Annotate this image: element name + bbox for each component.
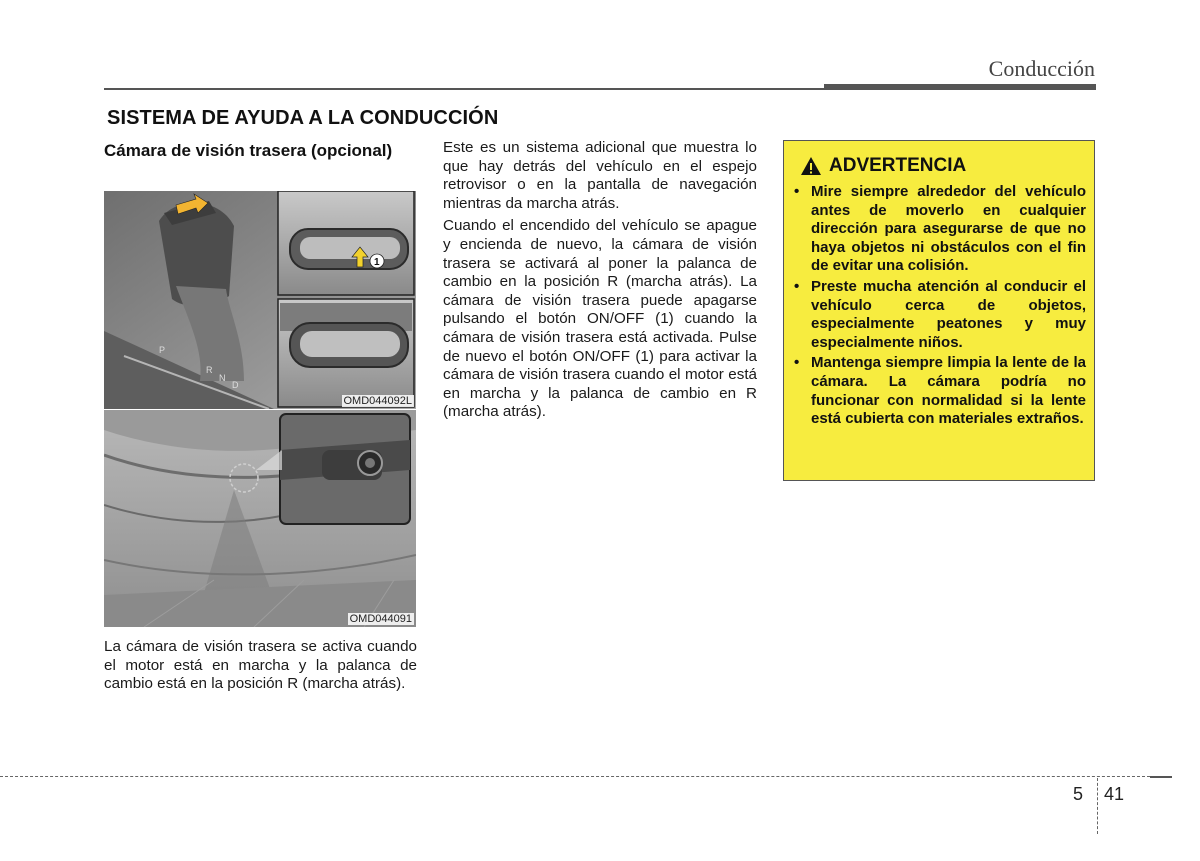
gear-letter-d: D [232,380,239,390]
footer-divider [1097,778,1098,834]
shifter-drawing [104,191,416,409]
warning-item [792,183,1086,276]
warning-item-text: Preste mucha atención al conducir el vehículo cerca de objetos, especialmente peatones y muy especialmente niños. [811,277,1086,351]
footer-rule-end [1150,776,1172,778]
header-bar [824,84,1096,90]
footer-rule [0,776,1150,777]
warning-list [792,183,1086,431]
gear-letter-n: N [219,373,226,383]
paragraph: Este es un sistema adicional que muestra lo que hay detrás del vehículo en el espejo retrovisor o en la pantalla de navegación mientras da marcha atrás. [443,139,757,212]
subsection-heading: Cámara de visión trasera (opcional) [104,141,393,160]
warning-title: ADVERTENCIA [829,155,967,176]
figure-code: OMD044091 [349,613,412,625]
page-title: SISTEMA DE AYUDA A LA CONDUCCIÓN [107,107,499,129]
warning-item [792,278,1086,352]
chapter-number: 5 [1073,784,1084,804]
description-text [443,139,757,426]
gear-letter-r: R [206,365,213,375]
warning-header [800,155,966,177]
warning-box [783,140,1095,481]
page-number: 41 [1104,784,1125,804]
bullet: • [794,354,800,372]
warning-item-text: Mire siempre alrededor del vehículo antes de moverlo en cualquier dirección para asegurarse de que no haya objetos ni obstáculos con el fin de evitar una colisión. [811,183,1086,275]
gear-letter-p: P [159,345,166,355]
rear-car-drawing [104,410,416,627]
figure-caption-text: La cámara de visión trasera se activa cuando el motor está en marcha y la palanca de cambio está en la posición R (marcha atrás). [104,638,417,693]
bullet: • [794,277,800,295]
figure-code: OMD044092L [343,395,412,407]
bullet: • [794,183,800,200]
warning-item [792,354,1086,428]
section-title: Conducción [988,56,1095,81]
warning-triangle-icon [800,156,822,176]
gear-shifter-mirror-illustration [104,191,416,409]
rear-camera-illustration [104,410,416,627]
paragraph: Cuando el encendido del vehículo se apague y encienda de nuevo, la cámara de visión trasera se activará al poner la palanca de cambio en la posición R (marcha atrás). La cámara de visión trasera puede apagarse pulsando el botón ON/OFF (1) cuando la cámara de visión trasera está activada. Pulse de nuevo el botón ON/OFF (1) para activar la cámara de visión trasera cuando el motor está en marcha y la palanca de cambio en R (marcha atrás). [443,217,757,421]
warning-item-text: Mantenga siempre limpia la lente de la cámara. La cámara podría no funcionar con normalidad si la lente está cubierta con materiales extraños. [811,354,1086,428]
callout-number: 1 [374,257,380,268]
